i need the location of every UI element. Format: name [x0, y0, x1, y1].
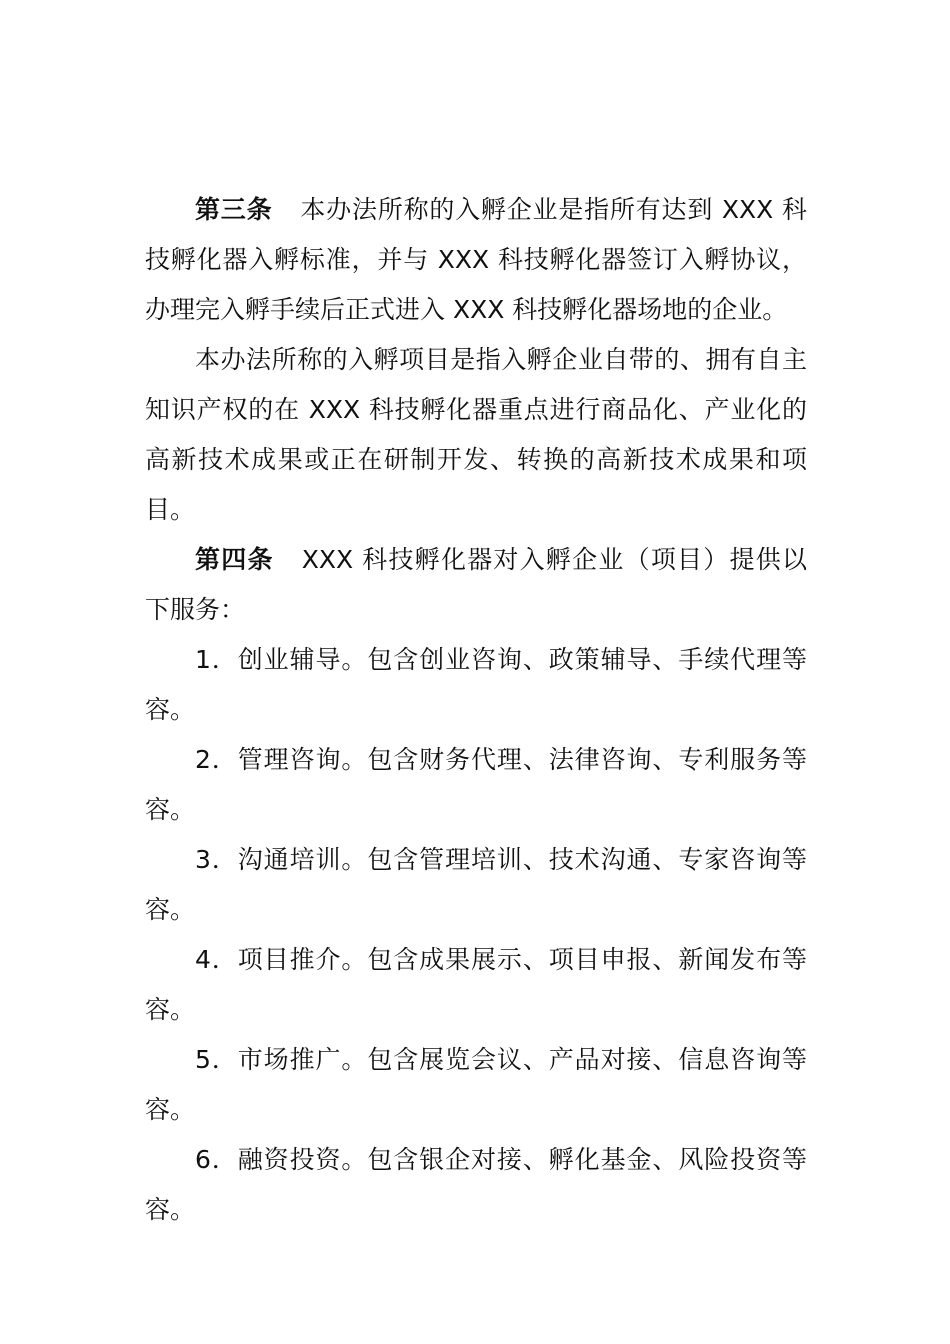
service-item-5: 5．市场推广。包含展览会议、产品对接、信息咨询等容。 — [145, 1045, 807, 1124]
article-4-paragraph — [145, 535, 807, 635]
service-item-6: 6．融资投资。包含银企对接、孵化基金、风险投资等容。 — [145, 1145, 807, 1224]
article-4-heading: 第四条 — [195, 545, 274, 574]
article-3-heading: 第三条 — [195, 195, 273, 224]
service-item-1: 1．创业辅导。包含创业咨询、政策辅导、手续代理等容。 — [145, 645, 807, 724]
service-item-3: 3．沟通培训。包含管理培训、技术沟通、专家咨询等容。 — [145, 845, 807, 924]
article-3-second-paragraph: 本办法所称的入孵项目是指入孵企业自带的、拥有自主知识产权的在 XXX 科技孵化器重点进行商品化、产业化的高新技术成果或正在研制开发、转换的高新技术成果和项目。 — [145, 345, 807, 524]
article-3-text: 本办法所称的入孵企业是指所有达到 XXX 科技孵化器入孵标准，并与 XXX 科技孵化器签订入孵协议，办理完入孵手续后正式进入 XXX 科技孵化器场地的企业。 — [145, 195, 807, 324]
article-4-text: XXX 科技孵化器对入孵企业（项目）提供以下服务： — [145, 545, 807, 624]
document-body — [145, 185, 807, 1235]
article-3-paragraph — [145, 185, 807, 335]
service-item-4: 4．项目推介。包含成果展示、项目申报、新闻发布等容。 — [145, 945, 807, 1024]
service-item-2: 2．管理咨询。包含财务代理、法律咨询、专利服务等容。 — [145, 745, 807, 824]
